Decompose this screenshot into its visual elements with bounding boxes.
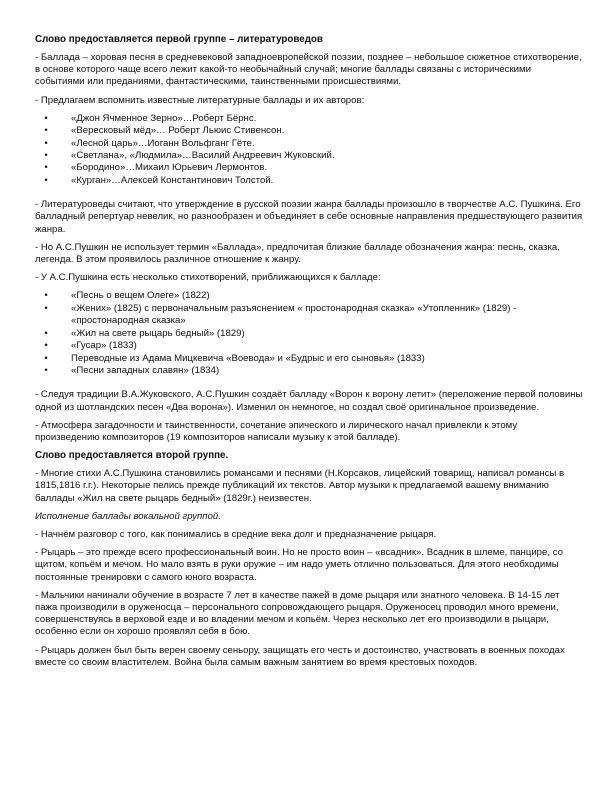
ballads-list [35,113,583,187]
list-item-text: «Песни западных славян» (1834) [71,364,220,376]
bullet-icon: • [44,290,48,302]
bullet-icon: • [44,352,48,364]
list-item [44,352,583,365]
list-item-text: Переводные из Адама Мицкевича «Воевода» и «Будрыс и его сыновья» (1833) [71,352,425,364]
bullet-icon: • [44,162,48,174]
bullet-icon: • [44,112,48,124]
list-item-text: «Курган»…Алексей Константинович Толстой. [71,174,274,186]
bullet-icon: • [44,364,48,376]
bullet-icon: • [44,137,48,149]
list-item [44,364,583,377]
list-item-text: «Жених» (1825) с первоначальным разъяснением « простонародная сказка» «Утопленник» (1829) - «простонародная сказка» [71,302,517,327]
section2-paragraph-5: - Мальчики начинали обучение в возрасте 7 лет в качестве пажей в доме рыцаря или знатного человека. В 14-15 лет пажа производили в оруженосца – персонального сопровождающего рыцаря. Оруженосец проводил много времени, совершенствуясь в верховой езде и во владении мечом и копьём. Через несколько лет его производили в рыцари, особенно если он хорошо проявлял себя в бою. [35,589,560,638]
section2-heading: Слово предоставляется второй группе. [35,450,229,462]
section1-paragraph-6: - Следуя традиции В.А.Жуковского, А.С.Пушкин создаёт балладу «Ворон к ворону летит» (переложение первой половины одной из шотландских песен «Два ворона»). Изменил он немногое, но создал своё оригинальное произведение. [35,389,583,413]
section1-paragraph-2: - Предлагаем вспомнить известные литературные баллады и их авторов: [35,94,365,106]
section1-paragraph-4: - Но А.С.Пушкин не использует термин «Баллада», предпочитая близкие балладе обозначения жанра: песнь, сказка, легенда. В этом проявилось различное отношение к жанру. [35,241,560,266]
list-item-text: «Светлана», «Людмила»…Василий Андреевич Жуковский. [71,150,335,162]
list-item [44,162,583,174]
document-content [35,34,583,675]
bullet-icon: • [44,302,48,314]
list-item-text: «Джон Ячменное Зерно»…Роберт Бёрнс. [71,112,257,124]
list-item-text: «Гусар» (1833) [71,340,137,352]
list-item [44,302,583,328]
section2-paragraph-6: - Рыцарь должен был быть верен своему сеньору, защищать его честь и достоинство, участвовать в военных походах вместе со своим властителем. Война была самым важным занятием во время крестовых походов. [35,644,565,668]
list-item [44,327,583,340]
section2-paragraph-1: - Многие стихи А.С.Пушкина становились романсами и песнями (Н.Корсаков, лицейский товарищ, написал романсы в 1815,1816 г.г.). Некоторые пелись прежде публикаций их текстов. Автор музыки к предлагаемой вашему вниманию баллады «Жил на свете рыцарь бедный» (1829г.) неизвестен. [35,468,565,504]
list-item-text: «Бородино»…Михаил Юрьевич Лермонтов. [71,162,268,174]
list-item [44,150,583,162]
section2-paragraph-4: - Рыцарь – это прежде всего профессиональный воин. Но не просто воин – «всадник». Всадник в шлеме, панцире, со щитом, копьём и мечом. Но мало взять в руки оружие – им надо уметь отлично пользоваться. Для этого необходимы постоянные тренировки с самого юного возраста. [35,547,563,583]
section1-heading: Слово предоставляется первой группе – литературоведов [35,34,323,45]
section1-paragraph-1: - Баллада – хоровая песня в средневековой западноевропейской поэзии, позднее – небольшое сюжетное стихотворение, в основе которого чаще всего лежит какой-то необычайный случай; многие баллады связаны с историческими событиями или преданиями, фантастическими, таинственными происшествиями. [35,52,582,88]
list-item [44,137,583,150]
section1-paragraph-5: - У А.С.Пушкина есть несколько стихотворений, приближающихся к балладе: [35,272,381,284]
list-item [44,340,583,352]
list-item-text: «Лесной царь»…Иоганн Вольфганг Гёте. [71,137,255,149]
bullet-icon: • [44,150,48,162]
list-item [44,125,583,137]
list-item-text: «Вересковый мёд»… Роберт Льюис Стивенсон. [71,125,285,137]
list-item [44,290,583,302]
section1-paragraph-3: - Литературоведы считают, что утверждение в русской поэзии жанра баллады произошло в творчестве А.С. Пушкина. Его балладный репертуар невелик, но разнообразен и объединяет в себе основные направления предшествующего развития жанра. [35,199,583,235]
bullet-icon: • [44,327,48,339]
bullet-icon: • [44,125,48,137]
bullet-icon: • [44,174,48,186]
section2-paragraph-3: - Начнём разговор с того, как понимались в средние века долг и предназначение рыцаря. [35,528,437,540]
list-item-text: «Жил на свете рыцарь бедный» (1829) [71,327,245,339]
list-item [44,174,583,187]
list-item [44,112,583,125]
bullet-icon: • [44,340,48,352]
section2-performance-note: Исполнение баллады вокальной группой. [35,510,221,522]
pushkin-ballads-list [35,290,583,377]
section1-paragraph-7: - Атмосфера загадочности и таинственности, сочетание эпического и лирического начал привлекли к этому произведению композиторов (19 композиторов написали музыку к этой балладе). [35,419,518,443]
list-item-text: «Песнь о вещем Олеге» (1822) [71,290,210,302]
